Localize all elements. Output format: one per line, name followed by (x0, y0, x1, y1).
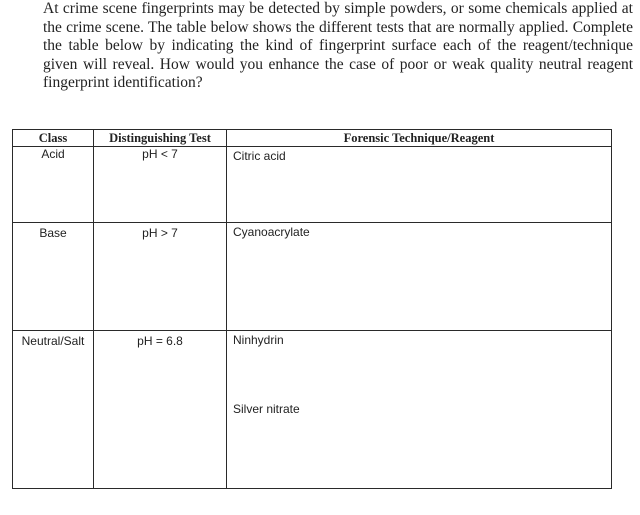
reagent-citric-acid: Citric acid (233, 149, 286, 163)
table-row-base (13, 223, 612, 331)
reagent-cyanoacrylate: Cyanoacrylate (233, 225, 310, 239)
header-distinguishing-test: Distinguishing Test (94, 130, 227, 147)
table-row-neutral-salt (13, 331, 612, 489)
class-label-neutral: Neutral/Salt (21, 334, 85, 348)
cell-class-neutral (13, 331, 94, 489)
header-forensic-technique: Forensic Technique/Reagent (227, 130, 612, 147)
cell-reagent-neutral (227, 331, 612, 489)
cell-class-acid (13, 147, 94, 223)
test-label-neutral: pH = 6.8 (137, 334, 183, 348)
cell-test-base (94, 223, 227, 331)
table-body (13, 147, 612, 489)
cell-class-base (13, 223, 94, 331)
header-class: Class (13, 130, 94, 147)
cell-reagent-base (227, 223, 612, 331)
cell-reagent-acid (227, 147, 612, 223)
fingerprint-reagent-table (12, 129, 612, 489)
class-label-base: Base (39, 226, 67, 240)
table-header (13, 130, 612, 147)
reagent-silver-nitrate: Silver nitrate (233, 402, 300, 416)
table-row-acid (13, 147, 612, 223)
test-label-acid: pH < 7 (142, 147, 178, 161)
cell-test-acid (94, 147, 227, 223)
question-paragraph: At crime scene fingerprints may be detected by simple powders, or some chemicals applied at the crime scene. The table below shows the different tests that are normally applied. Complete the table below by indicating the kind of fingerprint surface each of the reagent/technique given will reveal. How would you enhance the case of poor or weak quality neutral reagent fingerprint identification? (43, 0, 633, 92)
class-label-acid: Acid (41, 147, 65, 161)
header-row (13, 130, 612, 147)
test-label-base: pH > 7 (142, 226, 178, 240)
reagent-ninhydrin: Ninhydrin (233, 333, 284, 347)
cell-test-neutral (94, 331, 227, 489)
